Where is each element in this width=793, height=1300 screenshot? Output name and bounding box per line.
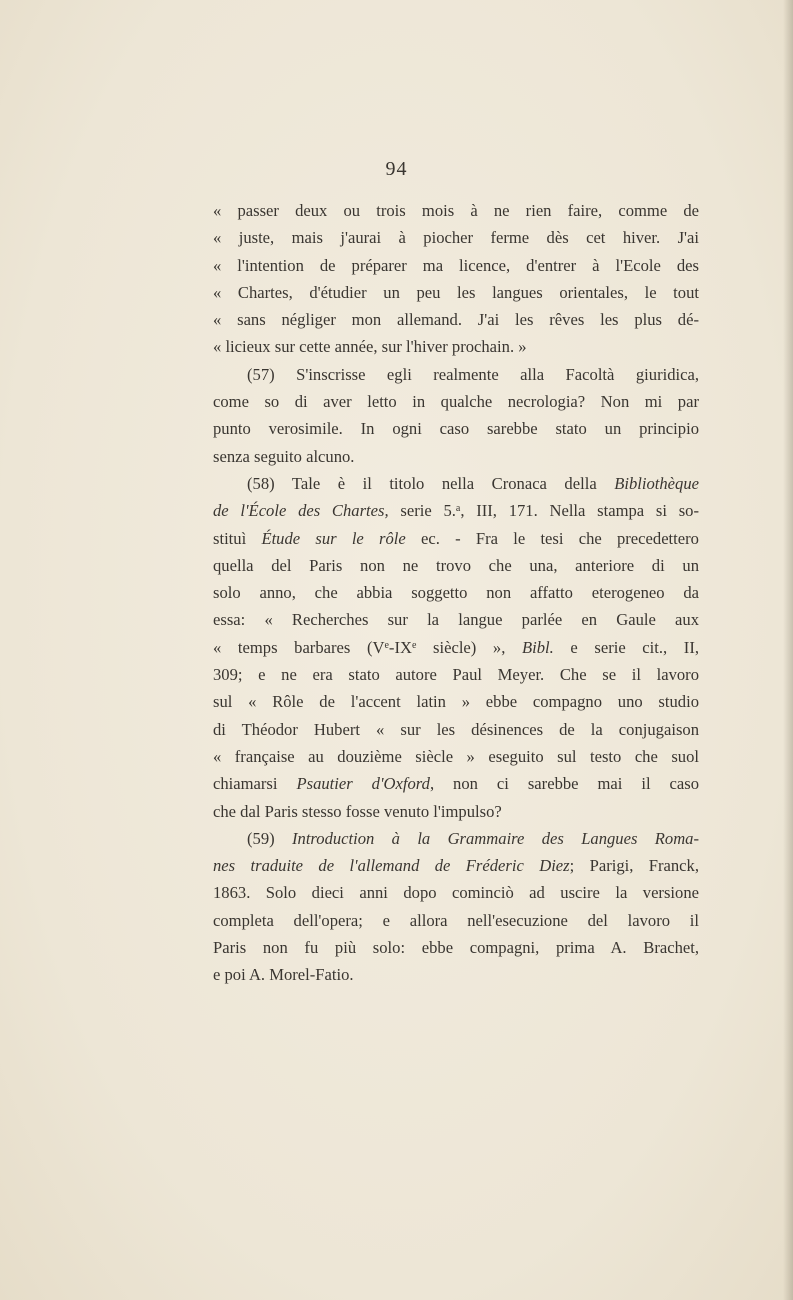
- text-line: come so di aver letto in qualche necrologia? Non mi par: [213, 392, 699, 412]
- text-run: ec. - Fra le tesi che precedettero: [405, 528, 699, 548]
- superscript: e: [411, 639, 417, 651]
- text-line: [213, 852, 699, 879]
- italic-run: Étude sur le rôle: [261, 528, 406, 548]
- text-line: completa dell'opera; e allora nell'esecuzione del lavoro il: [213, 910, 699, 930]
- text-run: ; Parigi, Franck,: [569, 856, 699, 876]
- italic-run: Bibliothèque: [614, 473, 699, 493]
- note-59-line: [213, 825, 699, 852]
- text-line: « sans négliger mon allemand. J'ai les rêves les plus dé-: [213, 310, 699, 330]
- superscript: e: [384, 639, 389, 651]
- text-line: « l'intention de préparer ma licence, d'entrer à l'Ecole des: [213, 255, 699, 275]
- text-run: (59): [247, 828, 292, 848]
- page-number: 94: [385, 158, 408, 180]
- text-run: , non ci sarebbe mai il caso: [429, 774, 700, 794]
- text-line: di Théodor Hubert « sur les désinences de la conjugaison: [213, 719, 699, 739]
- note-58-line: [213, 470, 699, 497]
- text-run: e serie cit., II,: [553, 637, 699, 657]
- page-edge-shadow: [783, 0, 793, 1300]
- italic-run: Bibl.: [521, 637, 554, 657]
- text-line: « passer deux ou trois mois à ne rien faire, comme de: [213, 201, 699, 220]
- text-line: senza seguito alcuno.: [213, 446, 355, 466]
- text-line: 309; e ne era stato autore Paul Meyer. Che se il lavoro: [213, 665, 699, 685]
- text-line: sul « Rôle de l'accent latin » ebbe compagno uno studio: [213, 692, 699, 712]
- text-line: Paris non fu più solo: ebbe compagni, prima A. Brachet,: [213, 938, 699, 958]
- italic-run: Introduction à la Grammaire des Langues Roma-: [292, 828, 700, 848]
- italic-run: Psautier d'Oxford: [296, 774, 430, 794]
- italic-run: nes traduite de l'allemand de Fréderic Diez: [213, 856, 570, 876]
- text-line: « juste, mais j'aurai à piocher ferme dès cet hiver. J'ai: [213, 228, 699, 248]
- text-run: (58) Tale è il titolo nella Cronaca della: [247, 473, 615, 493]
- text-line: [213, 770, 699, 797]
- text-line: « française au douzième siècle » eseguito sul testo che suol: [213, 746, 699, 766]
- text-run: « temps barbares (V: [213, 637, 385, 657]
- text-line: essa: « Recherches sur la langue parlée en Gaule aux: [213, 610, 699, 630]
- text-line: [213, 634, 699, 661]
- text-run: siècle) »,: [416, 637, 522, 657]
- superscript: a: [455, 503, 461, 515]
- text-run: , III, 171. Nella stampa si so-: [460, 501, 699, 521]
- text-line: 1863. Solo dieci anni dopo cominciò ad uscire la versione: [213, 883, 699, 903]
- text-line: « Chartes, d'étudier un peu les langues orientales, le tout: [213, 282, 699, 302]
- text-line: [213, 497, 699, 524]
- note-57-line: (57) S'inscrisse egli realmente alla Facoltà giuridica,: [247, 364, 699, 384]
- text-run: stituì: [213, 528, 262, 548]
- text-run: serie 5.: [388, 501, 456, 521]
- text-line: punto verosimile. In ogni caso sarebbe stato un principio: [213, 419, 699, 439]
- text-line: e poi A. Morel-Fatio.: [213, 965, 354, 985]
- body-text: [213, 197, 699, 989]
- text-run: -IX: [388, 637, 412, 657]
- text-line: quella del Paris non ne trovo che una, anteriore di un: [213, 555, 699, 575]
- text-line: [213, 525, 699, 552]
- italic-run: de l'École des Chartes,: [213, 501, 389, 521]
- text-line: « licieux sur cette année, sur l'hiver prochain. »: [213, 337, 527, 357]
- text-line: che dal Paris stesso fosse venuto l'impulso?: [213, 801, 502, 821]
- text-line: solo anno, che abbia soggetto non affatto eterogeneo da: [213, 583, 699, 603]
- text-run: chiamarsi: [213, 774, 297, 794]
